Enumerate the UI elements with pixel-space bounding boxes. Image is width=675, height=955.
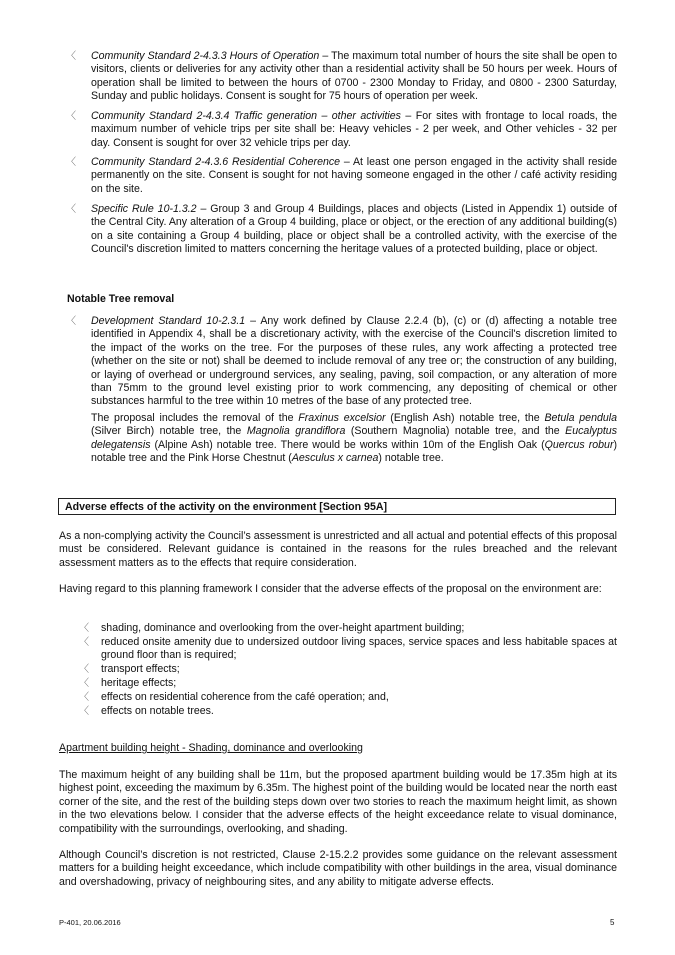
page-number: 5: [610, 918, 615, 927]
bullet-marker: 〈: [66, 51, 76, 62]
list-item: effects on residential coherence from the café operation; and,: [101, 691, 389, 703]
bullet-marker: 〈: [79, 664, 89, 675]
bullet-marker: 〈: [66, 157, 76, 168]
rule-notable-tree: Development Standard 10-2.3.1 – Any work defined by Clause 2.2.4 (b), (c) or (d) affecting a notable tree identified in Appendix 4, shall be a discretionary activity, with the exercise of the Council's discretion limited to the impact of the works on the tree. For the purposes of these rules, any work affecting a protected tree (whether on the site or not) shall be deemed to include removal of any tree or; the construction of any building, or laying of overhead or underground services, any sealing, paving, soil compaction, or any alteration of more than 75mm to the ground level existing prior to work commencing, any depositing of chemical or other substances harmful to the tree within 10 metres of the base of any protected tree.: [91, 315, 617, 408]
rule-traffic-generation: Community Standard 2-4.3.4 Traffic generation – other activities – For sites with frontage to local roads, the maximum number of vehicle trips per site shall be: Heavy vehicles - 2 per week, and Other vehicles - 32 per day. Consent is sought for over 32 vehicle trips per day.: [91, 110, 617, 149]
list-item: shading, dominance and overlooking from the over-height apartment building;: [101, 622, 465, 634]
list-item: transport effects;: [101, 663, 180, 675]
bullet-marker: 〈: [66, 204, 76, 215]
proposal-tree-removal-paragraph: The proposal includes the removal of the Fraxinus excelsior (English Ash) notable tree, the Betula pendula (Silver Birch) notable tree, the Magnolia grandiflora (Southern Magnolia) notable tree, and the Eucalyptus delegatensis (Alpine Ash) notable tree. There would be works within 10m of the English Oak (Quercus robur) notable tree and the Pink Horse Chestnut (Aesculus x carnea) notable tree.: [91, 412, 618, 465]
subheading-apartment-height: Apartment building height - Shading, dominance and overlooking: [59, 742, 363, 754]
paragraph-planning-framework: Having regard to this planning framework I consider that the adverse effects of the proposal on the environment are:: [59, 583, 602, 595]
footer-reference: P-401, 20.06.2016: [59, 918, 121, 927]
paragraph-non-complying: As a non-complying activity the Council’s assessment is unrestricted and all actual and potential effects of this proposal must be considered. Relevant guidance is contained in the reasons for the rules breached and the relevant assessment matters as to the effects that require consideration.: [59, 530, 617, 569]
rule-hours-of-operation: Community Standard 2-4.3.3 Hours of Operation – The maximum total number of hours the site shall be open to visitors, clients or deliveries for any activity other than a residential activity shall be 50 hours per week. Hours of operation shall be limited to between the hours of 0700 - 2300 Monday to Friday, and 0800 - 2300 Saturday, Sunday and public holidays. Consent is sought for 75 hours of operation per week.: [91, 50, 617, 103]
list-item: heritage effects;: [101, 677, 177, 689]
bullet-marker: 〈: [79, 678, 89, 689]
list-item: effects on notable trees.: [101, 705, 214, 717]
bullet-marker: 〈: [66, 316, 76, 327]
notable-tree-heading: Notable Tree removal: [67, 293, 175, 305]
paragraph-maximum-height: The maximum height of any building shall be 11m, but the proposed apartment building would be 17.35m high at its highest point, exceeding the maximum by 6.35m. The highest point of the building would be located near the north east corner of the site, and the rest of the building steps down over two stories to reach the maximum height limit, as shown in the two elevations below. I consider that the adverse effects of the height exceedance relate to visual dominance, compatibility with the surroundings, overlooking, and shading.: [59, 769, 617, 835]
rule-residential-coherence: Community Standard 2-4.3.6 Residential Coherence – At least one person engaged in the activity shall reside permanently on the site. Consent is sought for not having someone engaged in the other / café activity residing on the site.: [91, 156, 617, 195]
bullet-marker: 〈: [79, 692, 89, 703]
bullet-marker: 〈: [79, 623, 89, 634]
bullet-marker: 〈: [79, 637, 89, 648]
paragraph-assessment-matters: Although Council’s discretion is not restricted, Clause 2-15.2.2 provides some guidance on the relevant assessment matters for a building height exceedance, which include compatibility with other buildings in the area, visual dominance and overshadowing, privacy of neighbouring sites, and any ability to mitigate adverse effects.: [59, 849, 617, 888]
bullet-marker: 〈: [66, 111, 76, 122]
bullet-marker: 〈: [79, 706, 89, 717]
rule-heritage-buildings: Specific Rule 10-1.3.2 – Group 3 and Group 4 Buildings, places and objects (Listed in Appendix 1) outside of the Central City. Any alteration of a Group 4 building, place or object, or the erection of any additional building(s) on a site containing a Group 4 building, place or object shall be a controlled activity, with the exercise of the Council's discretion limited to matters concerning the heritage values of a protected building, place or object.: [91, 203, 617, 256]
section-heading-adverse-effects: Adverse effects of the activity on the environment [Section 95A]: [58, 498, 616, 515]
list-item: reduced onsite amenity due to undersized outdoor living spaces, service spaces and less habitable spaces at ground floor than is required;: [101, 636, 617, 662]
